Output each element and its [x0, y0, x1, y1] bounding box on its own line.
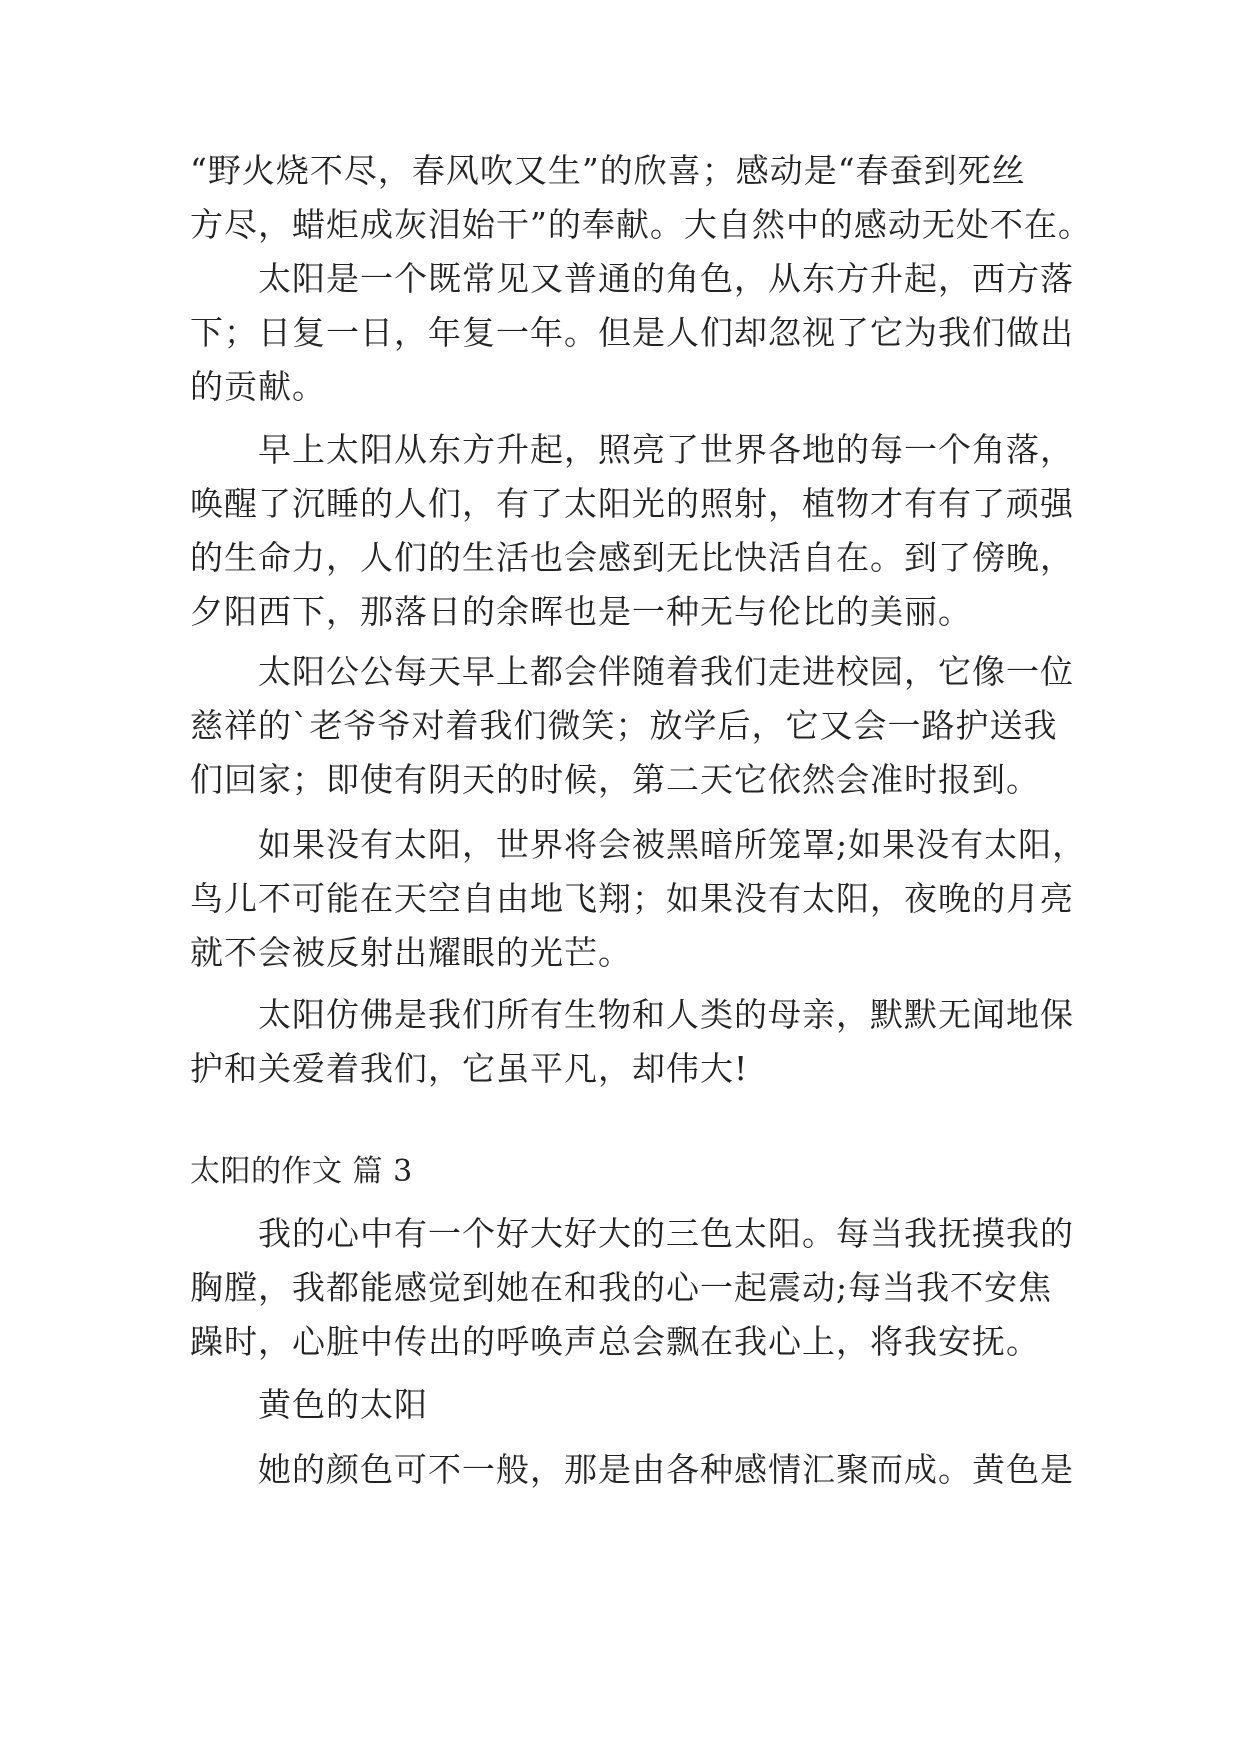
text-line: 太阳是一个既常见又普通的角色，从东方升起，西方落: [190, 259, 1074, 298]
text-line: 下；日复一日，年复一年。但是人们却忽视了它为我们做出: [190, 313, 1074, 352]
section-heading: 太阳的作文 篇 3: [190, 1154, 413, 1189]
text-line: “野火烧不尽，春风吹又生”的欣喜；感动是“春蚕到死丝: [190, 151, 1026, 190]
text-line: 慈祥的`老爷爷对着我们微笑；放学后，它又会一路护送我: [190, 706, 1058, 745]
text-line: 胸膛，我都能感觉到她在和我的心一起震动;每当我不安焦: [190, 1268, 1053, 1307]
text-line: 方尽，蜡炬成灰泪始干”的奉献。大自然中的感动无处不在。: [190, 205, 1092, 244]
text-line: 早上太阳从东方升起，照亮了世界各地的每一个角落，: [190, 430, 1074, 469]
text-line: 太阳仿佛是我们所有生物和人类的母亲，默默无闻地保: [190, 995, 1074, 1034]
text-line: 夕阳西下，那落日的余晖也是一种无与伦比的美丽。: [190, 592, 972, 631]
text-line: 黄色的太阳: [190, 1385, 428, 1424]
text-line: 躁时，心脏中传出的呼唤声总会飘在我心上，将我安抚。: [190, 1322, 1040, 1361]
text-line: 唤醒了沉睡的人们，有了太阳光的照射，植物才有有了顽强: [190, 484, 1074, 523]
text-line: 我的心中有一个好大好大的三色太阳。每当我抚摸我的: [190, 1214, 1074, 1253]
text-line: 的生命力，人们的生活也会感到无比快活自在。到了傍晚，: [190, 538, 1074, 577]
text-line: 就不会被反射出耀眼的光芒。: [190, 933, 632, 972]
text-line: 她的颜色可不一般，那是由各种感情汇聚而成。黄色是: [190, 1450, 1074, 1489]
text-line: 的贡献。: [190, 367, 326, 406]
text-line: 如果没有太阳，世界将会被黑暗所笼罩;如果没有太阳，: [190, 825, 1087, 864]
text-line: 鸟儿不可能在天空自由地飞翔；如果没有太阳，夜晚的月亮: [190, 879, 1074, 918]
text-line: 护和关爱着我们，它虽平凡，却伟大!: [190, 1049, 749, 1088]
text-line: 太阳公公每天早上都会伴随着我们走进校园，它像一位: [190, 652, 1074, 691]
text-line: 们回家；即使有阴天的时候，第二天它依然会准时报到。: [190, 760, 1040, 799]
